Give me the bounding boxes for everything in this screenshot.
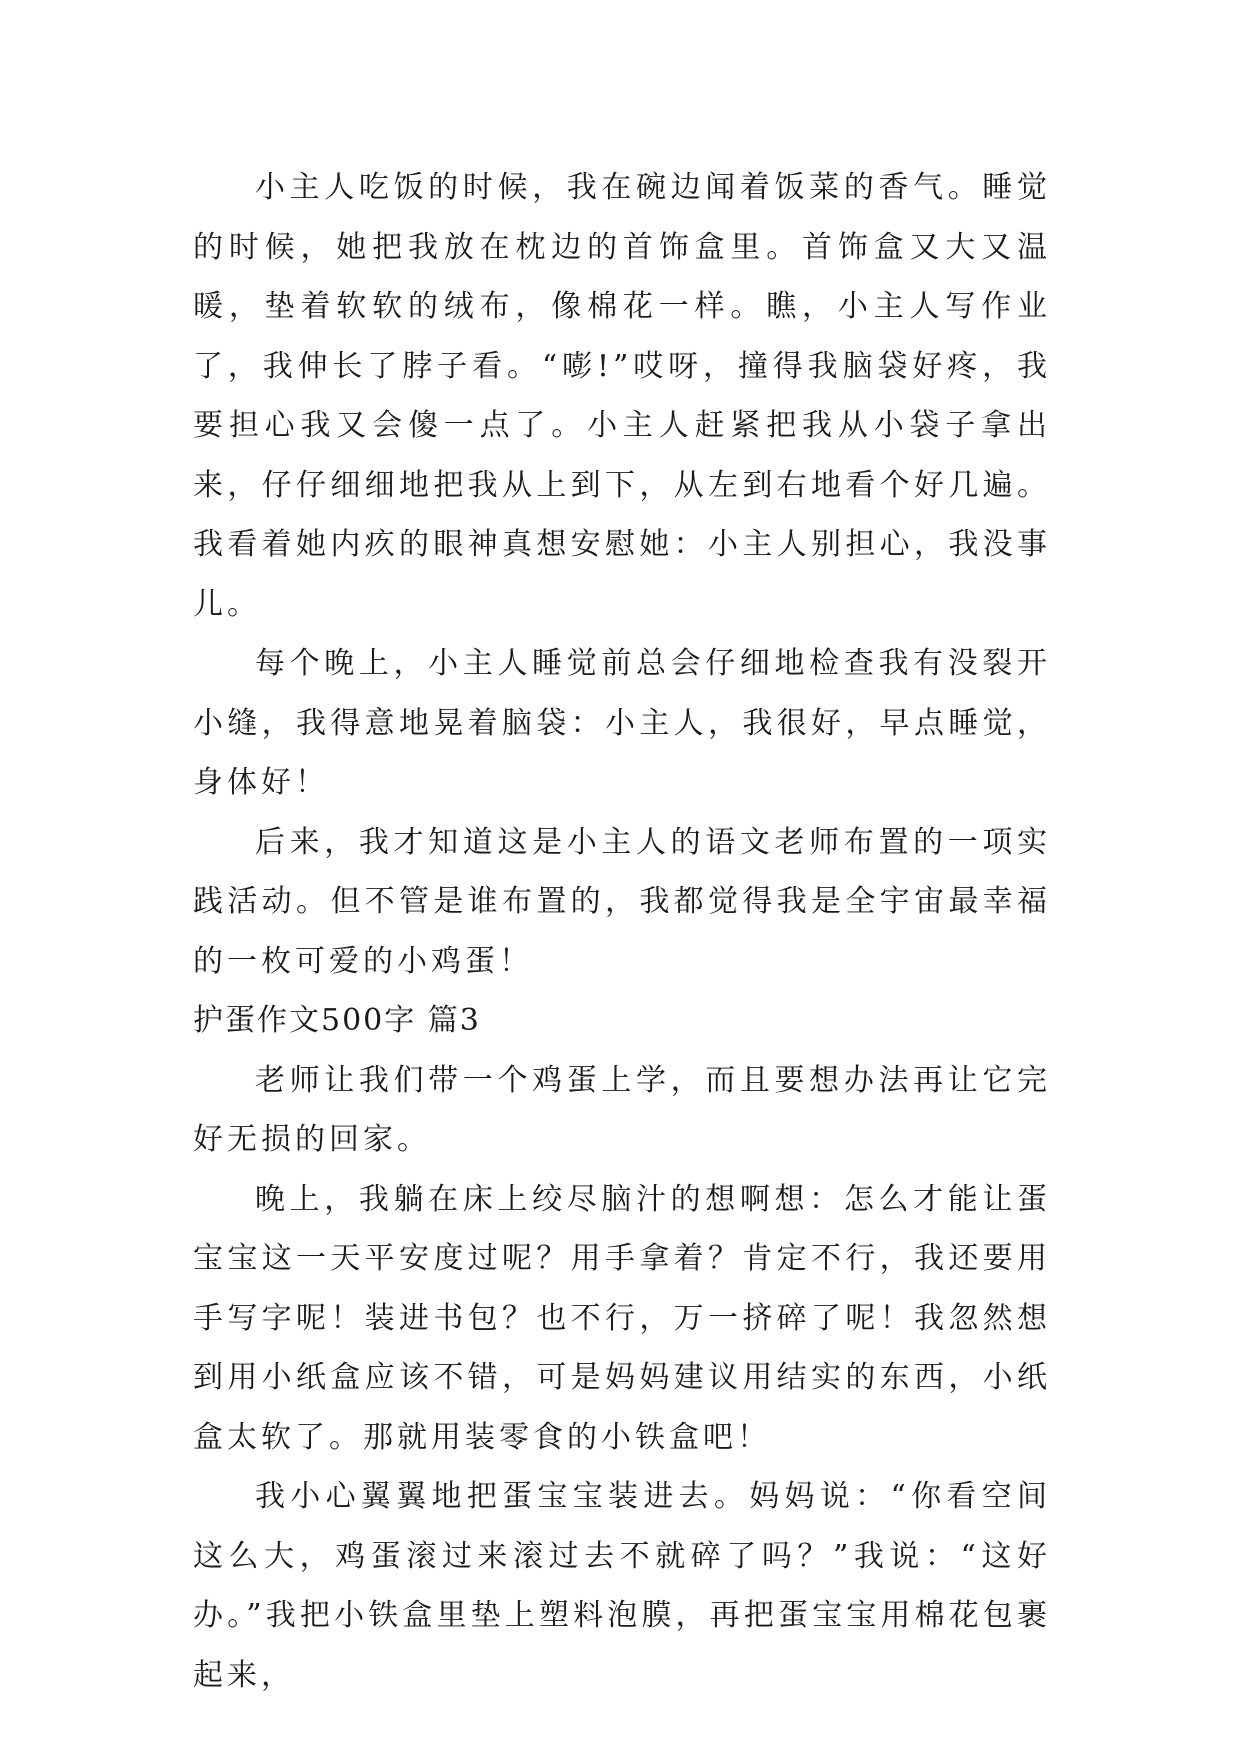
paragraph: 老师让我们带一个鸡蛋上学，而且要想办法再让它完好无损的回家。 [193, 1062, 1051, 1157]
paragraph: 后来，我才知道这是小主人的语文老师布置的一项实践活动。但不管是谁布置的，我都觉得我是全宇宙最幸福的一枚可爱的小鸡蛋！ [193, 824, 1051, 979]
paragraph: 晚上，我躺在床上绞尽脑汁的想啊想：怎么才能让蛋宝宝这一天平安度过呢？用手拿着？肯定不行，我还要用手写字呢！装进书包？也不行，万一挤碎了呢！我忽然想到用小纸盒应该不错，可是妈妈建议用结实的东西，小纸盒太软了。那就用装零食的小铁盒吧！ [193, 1181, 1051, 1455]
paragraph: 每个晚上，小主人睡觉前总会仔细地检查我有没裂开小缝，我得意地晃着脑袋：小主人，我很好，早点睡觉，身体好！ [193, 646, 1051, 800]
section-heading: 护蛋作文500字 篇3 [193, 1003, 481, 1038]
document-page [193, 158, 1051, 1705]
paragraph: 我小心翼翼地把蛋宝宝装进去。妈妈说：“你看空间这么大，鸡蛋滚过来滚过去不就碎了吗？”我说：“这好办。”我把小铁盒里垫上塑料泡膜，再把蛋宝宝用棉花包裹起来， [193, 1479, 1051, 1693]
paragraph: 小主人吃饭的时候，我在碗边闻着饭菜的香气。睡觉的时候，她把我放在枕边的首饰盒里。首饰盒又大又温暖，垫着软软的绒布，像棉花一样。瞧，小主人写作业了，我伸长了脖子看。“嘭!”哎呀，撞得我脑袋好疼，我要担心我又会傻一点了。小主人赶紧把我从小袋子拿出来，仔仔细细地把我从上到下，从左到右地看个好几遍。我看着她内疚的眼神真想安慰她：小主人别担心，我没事儿。 [193, 170, 1051, 622]
